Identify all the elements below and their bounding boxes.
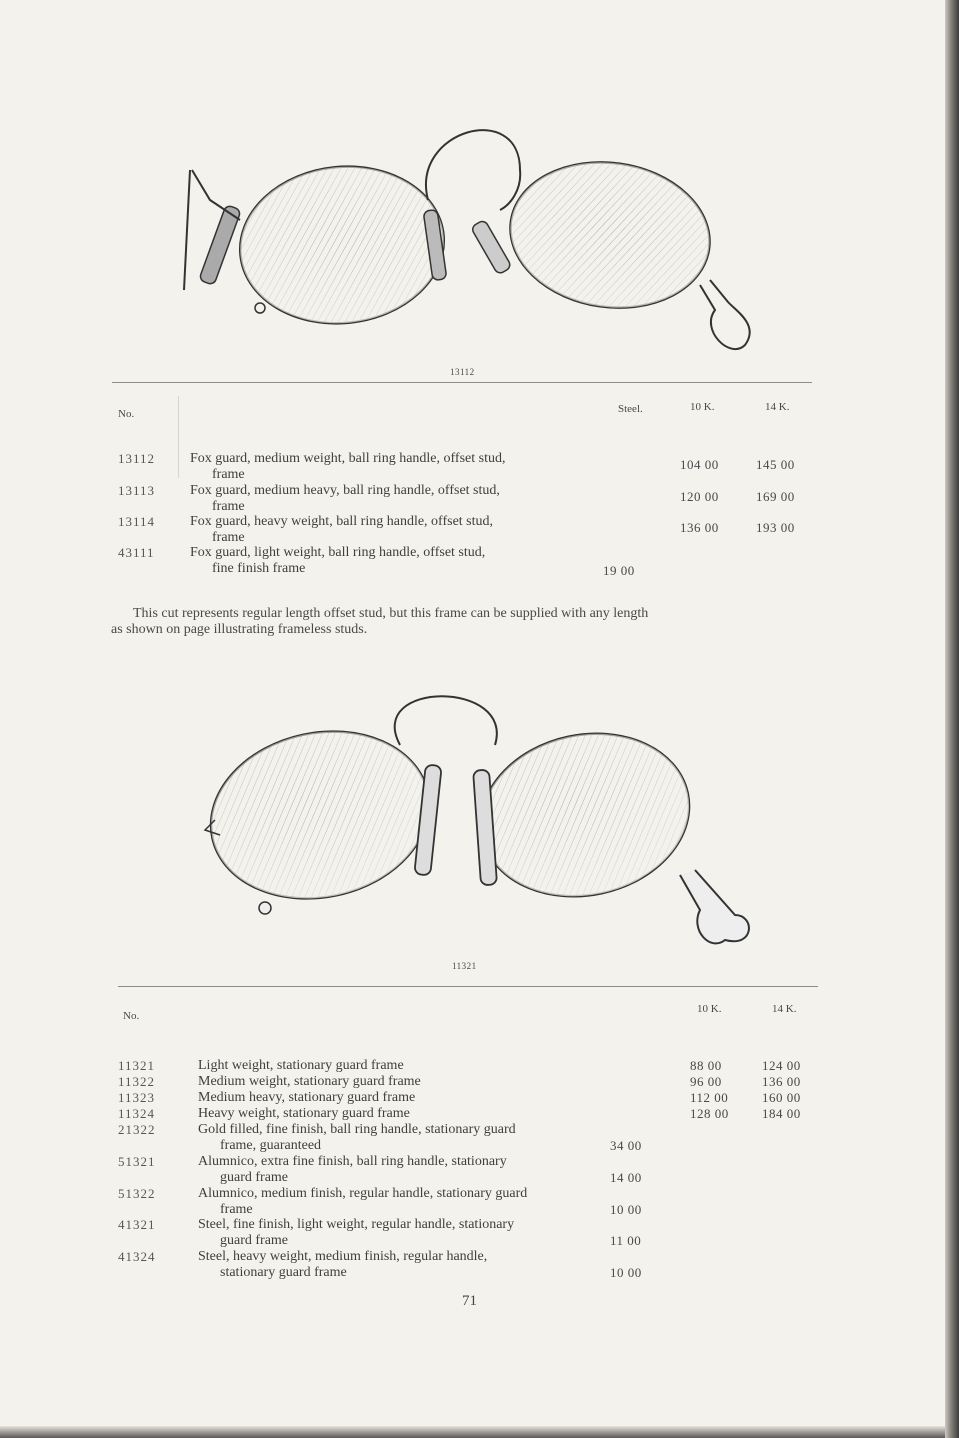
item-description: Light weight, stationary guard frame: [198, 1058, 404, 1073]
header-no: No.: [118, 408, 135, 420]
item-description: Heavy weight, stationary guard frame: [198, 1106, 410, 1121]
note-line-2: as shown on page illustrating frameless studs.: [111, 622, 368, 637]
item-description-cont: frame: [212, 499, 245, 514]
item-description-cont: frame, guaranteed: [220, 1138, 322, 1153]
figure-caption: 11321: [452, 961, 477, 971]
price-k10: 120 00: [680, 489, 719, 504]
table-rule: [112, 382, 812, 383]
item-description-cont: guard frame: [220, 1170, 289, 1185]
item-description-cont: frame: [220, 1202, 253, 1217]
page-bottom-edge: [0, 1426, 945, 1438]
header-10k: 10 K.: [690, 401, 715, 413]
item-description-block: [198, 1090, 415, 1106]
item-number: 11324: [118, 1106, 156, 1121]
item-description: Steel, fine finish, light weight, regular handle, stationary: [198, 1217, 515, 1232]
price-k14: 124 00: [762, 1058, 801, 1073]
price-k14: 160 00: [762, 1090, 801, 1105]
table-rule: [118, 986, 818, 987]
item-number: 13113: [118, 483, 156, 498]
figure-caption: 13112: [450, 367, 475, 377]
item-description-block: [190, 451, 505, 483]
item-description-block: [190, 545, 485, 577]
price-steel: 11 00: [610, 1233, 642, 1248]
header-no: No.: [123, 1010, 140, 1022]
column-divider: [178, 396, 179, 478]
price-steel: 14 00: [610, 1170, 642, 1185]
header-10k: 10 K.: [697, 1003, 722, 1015]
item-description: Fox guard, medium weight, ball ring handle, offset stud,: [190, 451, 506, 466]
item-description-block: [198, 1106, 410, 1122]
price-k10: 128 00: [690, 1106, 729, 1121]
item-number: 13112: [118, 451, 156, 466]
price-k10: 96 00: [690, 1074, 722, 1089]
item-description: Fox guard, medium heavy, ball ring handle, offset stud,: [190, 483, 500, 498]
item-description: Medium weight, stationary guard frame: [198, 1074, 421, 1089]
price-steel: 10 00: [610, 1202, 642, 1217]
price-k14: 145 00: [756, 457, 795, 472]
item-description-block: [198, 1217, 514, 1249]
price-k14: 184 00: [762, 1106, 801, 1121]
note-paragraph: [111, 606, 833, 638]
price-k14: 193 00: [756, 520, 795, 535]
price-steel: 19 00: [603, 563, 635, 578]
item-description-block: [190, 483, 500, 515]
item-description-block: [198, 1122, 516, 1154]
item-number: 11321: [118, 1058, 156, 1073]
price-k10: 88 00: [690, 1058, 722, 1073]
page-number: 71: [462, 1293, 477, 1309]
header-steel: Steel.: [618, 403, 643, 415]
price-k10: 136 00: [680, 520, 719, 535]
item-number: 21322: [118, 1122, 156, 1137]
item-description-cont: stationary guard frame: [220, 1265, 347, 1280]
item-description: Gold filled, fine finish, ball ring handle, stationary guard: [198, 1122, 516, 1137]
item-number: 41324: [118, 1249, 156, 1264]
header-14k: 14 K.: [772, 1003, 797, 1015]
item-description: Medium heavy, stationary guard frame: [198, 1090, 416, 1105]
item-number: 51321: [118, 1154, 156, 1169]
item-description-block: [198, 1154, 507, 1186]
item-description-cont: fine finish frame: [212, 561, 306, 576]
note-line-1: This cut represents regular length offset stud, but this frame can be supplied with any length: [133, 606, 649, 621]
item-description-cont: frame: [212, 530, 245, 545]
item-description: Fox guard, heavy weight, ball ring handle, offset stud,: [190, 514, 494, 529]
item-description-block: [198, 1058, 404, 1074]
item-description: Steel, heavy weight, medium finish, regular handle,: [198, 1249, 488, 1264]
header-14k: 14 K.: [765, 401, 790, 413]
price-k14: 136 00: [762, 1074, 801, 1089]
price-k10: 112 00: [690, 1090, 729, 1105]
item-description-block: [198, 1074, 421, 1090]
item-description-cont: guard frame: [220, 1233, 289, 1248]
item-description-block: [198, 1249, 487, 1281]
item-number: 51322: [118, 1186, 156, 1201]
price-k14: 169 00: [756, 489, 795, 504]
item-description: Alumnico, extra fine finish, ball ring handle, stationary: [198, 1154, 507, 1169]
item-number: 11323: [118, 1090, 156, 1105]
item-description: Fox guard, light weight, ball ring handle, offset stud,: [190, 545, 486, 560]
pince-nez-fox-guard-illustration: [170, 110, 770, 370]
pince-nez-stationary-guard-illustration: [195, 690, 765, 955]
item-description: Alumnico, medium finish, regular handle, stationary guard: [198, 1186, 528, 1201]
price-k10: 104 00: [680, 457, 719, 472]
item-description-block: [198, 1186, 527, 1218]
item-number: 41321: [118, 1217, 156, 1232]
item-number: 43111: [118, 545, 155, 560]
item-number: 13114: [118, 514, 156, 529]
item-description-block: [190, 514, 493, 546]
item-number: 11322: [118, 1074, 156, 1089]
book-spine-edge: [945, 0, 959, 1438]
price-steel: 34 00: [610, 1138, 642, 1153]
item-description-cont: frame: [212, 467, 245, 482]
price-steel: 10 00: [610, 1265, 642, 1280]
